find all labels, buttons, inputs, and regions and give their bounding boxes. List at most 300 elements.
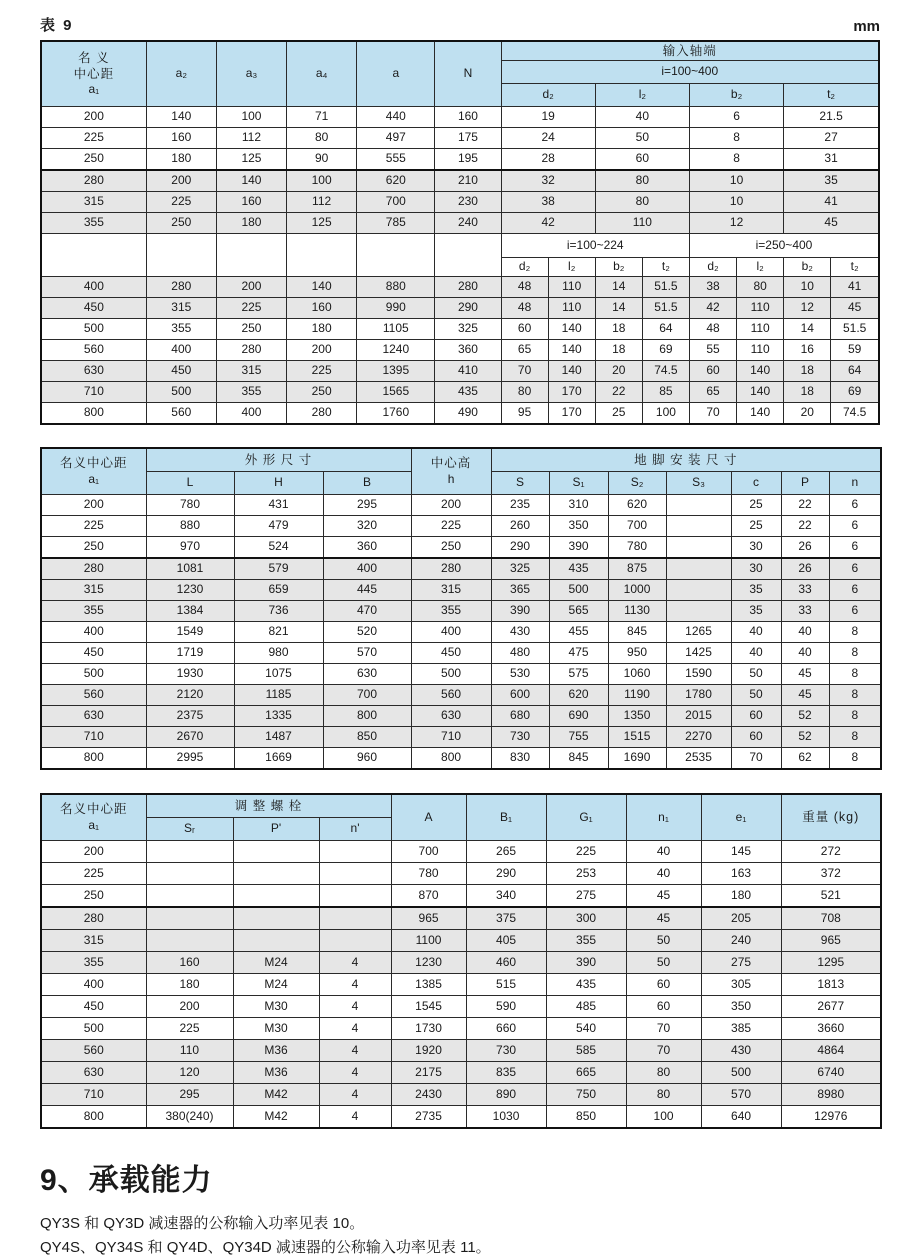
table-cell: 2995 bbox=[146, 748, 234, 770]
table-cell: 35 bbox=[731, 580, 781, 601]
table-cell: 965 bbox=[781, 930, 881, 952]
table-cell: 1425 bbox=[666, 643, 731, 664]
table-row bbox=[41, 537, 881, 559]
table-cell: 74.5 bbox=[831, 403, 879, 425]
table-cell: 350 bbox=[701, 996, 781, 1018]
adjusting-bolt-weight-table bbox=[40, 793, 882, 1129]
table-cell: 6 bbox=[689, 107, 783, 128]
t2-header-B: B bbox=[323, 472, 411, 495]
table-cell: 8 bbox=[689, 128, 783, 149]
table-cell: 659 bbox=[234, 580, 323, 601]
t1-header-a3: a₃ bbox=[216, 41, 286, 107]
t1-lower-rows bbox=[41, 277, 879, 425]
input-shaft-dimensions-table bbox=[40, 40, 880, 425]
table-cell: 1545 bbox=[391, 996, 466, 1018]
table-cell: 785 bbox=[357, 213, 435, 234]
table-cell: 12976 bbox=[781, 1106, 881, 1129]
table-cell: 400 bbox=[41, 277, 146, 298]
table-cell: 180 bbox=[216, 213, 286, 234]
table-cell: 280 bbox=[41, 558, 146, 580]
table-cell: 325 bbox=[435, 319, 501, 340]
t3-rows bbox=[41, 841, 881, 1129]
table-cell: 315 bbox=[411, 580, 491, 601]
table-cell: 450 bbox=[41, 996, 146, 1018]
table-cell: 85 bbox=[642, 382, 689, 403]
table-cell: 4 bbox=[319, 974, 391, 996]
table-cell bbox=[666, 516, 731, 537]
table-cell: 710 bbox=[41, 382, 146, 403]
table-cell: 140 bbox=[548, 361, 595, 382]
t3-header-B1: B₁ bbox=[466, 794, 546, 841]
table-cell: 400 bbox=[41, 974, 146, 996]
table-cell: 250 bbox=[287, 382, 357, 403]
table-cell: 48 bbox=[501, 298, 548, 319]
table-cell: 20 bbox=[595, 361, 642, 382]
t1-header-a1: 名 义 中心距 a₁ bbox=[41, 41, 146, 107]
table-cell: 300 bbox=[546, 907, 626, 930]
table-cell: 163 bbox=[701, 863, 781, 885]
table-cell: 780 bbox=[146, 495, 234, 516]
table-cell: 880 bbox=[357, 277, 435, 298]
table-cell: 1719 bbox=[146, 643, 234, 664]
table-cell: 355 bbox=[146, 319, 216, 340]
t3-header-e1: e₁ bbox=[701, 794, 781, 841]
t3-header-weight: 重量 (kg) bbox=[781, 794, 881, 841]
table-cell: 2535 bbox=[666, 748, 731, 770]
table-cell: 560 bbox=[41, 340, 146, 361]
table-cell: 700 bbox=[357, 192, 435, 213]
table-cell: 110 bbox=[548, 277, 595, 298]
table-cell: 60 bbox=[689, 361, 736, 382]
table-row bbox=[41, 748, 881, 770]
table-cell: 710 bbox=[41, 1084, 146, 1106]
table-cell: 6 bbox=[829, 537, 881, 559]
table-row bbox=[41, 622, 881, 643]
table-cell: 51.5 bbox=[642, 298, 689, 319]
t1-mid-l2: l₂ bbox=[548, 258, 595, 277]
table-cell: 490 bbox=[435, 403, 501, 425]
table-cell: 435 bbox=[435, 382, 501, 403]
table-cell: 52 bbox=[781, 727, 829, 748]
table-cell: 45 bbox=[626, 885, 701, 908]
table-cell: 280 bbox=[41, 170, 146, 192]
table-cell: 70 bbox=[689, 403, 736, 425]
t1-header-t2: t₂ bbox=[784, 84, 879, 107]
table-cell: 515 bbox=[466, 974, 546, 996]
t2-header-foot-group: 地 脚 安 装 尺 寸 bbox=[491, 448, 881, 472]
table-cell: 350 bbox=[549, 516, 608, 537]
blank-cell bbox=[216, 234, 286, 277]
table-cell: 140 bbox=[216, 170, 286, 192]
table-cell: 440 bbox=[357, 107, 435, 128]
table-cell: 355 bbox=[41, 952, 146, 974]
table-cell: 400 bbox=[41, 622, 146, 643]
table-cell: 52 bbox=[781, 706, 829, 727]
table-cell: 40 bbox=[595, 107, 689, 128]
table-cell: 830 bbox=[491, 748, 549, 770]
table-cell: 100 bbox=[642, 403, 689, 425]
t1-mid-t2: t₂ bbox=[642, 258, 689, 277]
table-cell: 30 bbox=[731, 537, 781, 559]
table-cell: 120 bbox=[146, 1062, 233, 1084]
table-cell: 14 bbox=[595, 277, 642, 298]
t3-header-sr: Sᵣ bbox=[146, 818, 233, 841]
table-cell: 560 bbox=[41, 1040, 146, 1062]
table-cell: 41 bbox=[831, 277, 879, 298]
table-cell: 200 bbox=[411, 495, 491, 516]
table-cell: 80 bbox=[737, 277, 784, 298]
table-cell: 390 bbox=[546, 952, 626, 974]
table-cell: 272 bbox=[781, 841, 881, 863]
table-cell: 64 bbox=[831, 361, 879, 382]
table-cell: 200 bbox=[146, 996, 233, 1018]
table-cell: 48 bbox=[689, 319, 736, 340]
t3-header-n1: n₁ bbox=[626, 794, 701, 841]
table-cell: 700 bbox=[323, 685, 411, 706]
t2-header-a1: 名义中心距 a₁ bbox=[41, 448, 146, 495]
table-cell: 690 bbox=[549, 706, 608, 727]
table-cell: 170 bbox=[548, 382, 595, 403]
table-cell: 430 bbox=[491, 622, 549, 643]
table-cell: 755 bbox=[549, 727, 608, 748]
table-cell: 400 bbox=[216, 403, 286, 425]
table-cell: 180 bbox=[287, 319, 357, 340]
table-cell: 225 bbox=[41, 863, 146, 885]
table-cell: 1100 bbox=[391, 930, 466, 952]
table-cell: 112 bbox=[216, 128, 286, 149]
table-row bbox=[41, 1106, 881, 1129]
t3-header-G1: G₁ bbox=[546, 794, 626, 841]
table-cell: 630 bbox=[41, 1062, 146, 1084]
table-cell: 280 bbox=[41, 907, 146, 930]
t2-header-P: P bbox=[781, 472, 829, 495]
table-cell: 500 bbox=[146, 382, 216, 403]
table-cell bbox=[233, 863, 319, 885]
table-cell: 69 bbox=[642, 340, 689, 361]
table-cell: 8 bbox=[829, 664, 881, 685]
t2-header-S1: S₁ bbox=[549, 472, 608, 495]
table-cell: M36 bbox=[233, 1040, 319, 1062]
t2-header-center-height: 中心高 h bbox=[411, 448, 491, 495]
table-cell: 125 bbox=[287, 213, 357, 234]
table-cell: 140 bbox=[737, 361, 784, 382]
table-cell: 1295 bbox=[781, 952, 881, 974]
t1-mid-d2: d₂ bbox=[501, 258, 548, 277]
table-cell: 60 bbox=[626, 996, 701, 1018]
table-cell: 55 bbox=[689, 340, 736, 361]
table-cell: 30 bbox=[731, 558, 781, 580]
t1-header-ratio: i=100~400 bbox=[501, 61, 879, 84]
table-cell: 69 bbox=[831, 382, 879, 403]
t2-header-n: n bbox=[829, 472, 881, 495]
table-row bbox=[41, 298, 879, 319]
table-cell: 51.5 bbox=[831, 319, 879, 340]
table-cell: 2120 bbox=[146, 685, 234, 706]
table-cell: 455 bbox=[549, 622, 608, 643]
table-cell: 22 bbox=[781, 495, 829, 516]
t3-header-a1: 名义中心距 a₁ bbox=[41, 794, 146, 841]
table-cell bbox=[666, 495, 731, 516]
table-cell: 4 bbox=[319, 952, 391, 974]
table-cell: 180 bbox=[146, 974, 233, 996]
t2-header-H: H bbox=[234, 472, 323, 495]
section-text-line2: QY4S、QY34S 和 QY4D、QY34D 减速器的公称输入功率见表 11。 bbox=[40, 1238, 491, 1256]
table-cell: 821 bbox=[234, 622, 323, 643]
table-row bbox=[41, 170, 879, 192]
table-cell: 315 bbox=[216, 361, 286, 382]
table-cell: 479 bbox=[234, 516, 323, 537]
table-cell: 1030 bbox=[466, 1106, 546, 1129]
table-cell: 1813 bbox=[781, 974, 881, 996]
table-cell: 325 bbox=[491, 558, 549, 580]
table-cell bbox=[666, 537, 731, 559]
table-cell: 1350 bbox=[608, 706, 666, 727]
t1-mid-b2: b₂ bbox=[595, 258, 642, 277]
table-cell bbox=[666, 558, 731, 580]
table-cell: 59 bbox=[831, 340, 879, 361]
table-cell: 520 bbox=[323, 622, 411, 643]
table-cell: 40 bbox=[781, 643, 829, 664]
table-cell: 280 bbox=[435, 277, 501, 298]
table-cell: 880 bbox=[146, 516, 234, 537]
table-cell: 160 bbox=[287, 298, 357, 319]
table-cell: 280 bbox=[411, 558, 491, 580]
table-cell: 12 bbox=[689, 213, 783, 234]
table-cell: 600 bbox=[491, 685, 549, 706]
table-cell: 265 bbox=[466, 841, 546, 863]
table-cell: 8 bbox=[829, 748, 881, 770]
table-cell: 700 bbox=[608, 516, 666, 537]
t3-header-n-prime: n' bbox=[319, 818, 391, 841]
table-cell: 200 bbox=[287, 340, 357, 361]
table-cell: 60 bbox=[731, 706, 781, 727]
table-caption-row bbox=[40, 14, 880, 35]
table-cell: 225 bbox=[41, 128, 146, 149]
table-cell: 1690 bbox=[608, 748, 666, 770]
table-cell: 800 bbox=[41, 403, 146, 425]
table-cell: 3660 bbox=[781, 1018, 881, 1040]
table-cell: 25 bbox=[731, 495, 781, 516]
table-row bbox=[41, 192, 879, 213]
table-cell: 230 bbox=[435, 192, 501, 213]
table-cell: 575 bbox=[549, 664, 608, 685]
table-cell: 45 bbox=[784, 213, 879, 234]
table-cell: 160 bbox=[146, 952, 233, 974]
table-row bbox=[41, 361, 879, 382]
table-cell: 1549 bbox=[146, 622, 234, 643]
table-cell: 8 bbox=[829, 643, 881, 664]
t1-mid-b2-2: b₂ bbox=[784, 258, 831, 277]
table-cell: 100 bbox=[626, 1106, 701, 1129]
table-cell: 800 bbox=[41, 748, 146, 770]
table-cell: 20 bbox=[784, 403, 831, 425]
table-row bbox=[41, 382, 879, 403]
table-cell: 850 bbox=[546, 1106, 626, 1129]
table-row bbox=[41, 952, 881, 974]
table-cell: M42 bbox=[233, 1106, 319, 1129]
table-cell: 630 bbox=[323, 664, 411, 685]
table-cell: 40 bbox=[781, 622, 829, 643]
table-cell: 42 bbox=[689, 298, 736, 319]
table-cell: 390 bbox=[491, 601, 549, 622]
table-row bbox=[41, 996, 881, 1018]
table-cell: 1385 bbox=[391, 974, 466, 996]
table-cell: 160 bbox=[146, 128, 216, 149]
table-cell: 365 bbox=[491, 580, 549, 601]
table-cell: 1075 bbox=[234, 664, 323, 685]
t2-header-S: S bbox=[491, 472, 549, 495]
table-cell bbox=[666, 580, 731, 601]
table-row bbox=[41, 1062, 881, 1084]
table-cell: 70 bbox=[626, 1018, 701, 1040]
table-cell: 50 bbox=[731, 664, 781, 685]
table-cell: 21.5 bbox=[784, 107, 879, 128]
table-cell: 35 bbox=[731, 601, 781, 622]
table-cell: 850 bbox=[323, 727, 411, 748]
table-cell: 250 bbox=[41, 537, 146, 559]
table-cell: 990 bbox=[357, 298, 435, 319]
table-cell: 640 bbox=[701, 1106, 781, 1129]
table-cell: M30 bbox=[233, 996, 319, 1018]
table-cell: M24 bbox=[233, 974, 319, 996]
table-cell: 250 bbox=[411, 537, 491, 559]
table-cell: 835 bbox=[466, 1062, 546, 1084]
table-cell: 1230 bbox=[146, 580, 234, 601]
table-cell: 800 bbox=[411, 748, 491, 770]
table-cell: 125 bbox=[216, 149, 286, 171]
table-cell: 372 bbox=[781, 863, 881, 885]
table-cell bbox=[319, 841, 391, 863]
table-cell: 4 bbox=[319, 1062, 391, 1084]
table-cell: 400 bbox=[323, 558, 411, 580]
table-cell: 560 bbox=[41, 685, 146, 706]
table-cell: 875 bbox=[608, 558, 666, 580]
table-cell: 2677 bbox=[781, 996, 881, 1018]
table-row bbox=[41, 685, 881, 706]
table-cell: 708 bbox=[781, 907, 881, 930]
table-cell: 110 bbox=[737, 319, 784, 340]
table-cell: 18 bbox=[595, 340, 642, 361]
table-cell: 18 bbox=[595, 319, 642, 340]
table-cell: 25 bbox=[731, 516, 781, 537]
table-number-label: 表 9 bbox=[40, 17, 74, 34]
table-cell: 260 bbox=[491, 516, 549, 537]
table-cell: 6 bbox=[829, 580, 881, 601]
table-row bbox=[41, 403, 879, 425]
table-cell: 431 bbox=[234, 495, 323, 516]
table-cell: 240 bbox=[701, 930, 781, 952]
table-row bbox=[41, 516, 881, 537]
t1-mid-ratio-left: i=100~224 bbox=[501, 234, 689, 258]
table-cell: 80 bbox=[626, 1062, 701, 1084]
table-cell: 80 bbox=[501, 382, 548, 403]
table-cell: 33 bbox=[781, 580, 829, 601]
table-row bbox=[41, 277, 879, 298]
table-cell bbox=[319, 863, 391, 885]
table-cell: 140 bbox=[146, 107, 216, 128]
table-cell: 1105 bbox=[357, 319, 435, 340]
table-cell: 28 bbox=[501, 149, 595, 171]
table-cell bbox=[233, 841, 319, 863]
table-cell: 18 bbox=[784, 382, 831, 403]
table-cell bbox=[146, 885, 233, 908]
table-cell: 50 bbox=[626, 952, 701, 974]
table-cell: 26 bbox=[781, 537, 829, 559]
table-cell: 40 bbox=[626, 863, 701, 885]
table-cell: 50 bbox=[595, 128, 689, 149]
table-cell: 1265 bbox=[666, 622, 731, 643]
table-cell: 385 bbox=[701, 1018, 781, 1040]
table-cell: 253 bbox=[546, 863, 626, 885]
table-cell: 80 bbox=[626, 1084, 701, 1106]
table-cell: 10 bbox=[689, 170, 783, 192]
table-row bbox=[41, 727, 881, 748]
table-cell: 445 bbox=[323, 580, 411, 601]
table-cell: 14 bbox=[784, 319, 831, 340]
table-cell: 4 bbox=[319, 1040, 391, 1062]
table-cell: 65 bbox=[501, 340, 548, 361]
table-cell: 1060 bbox=[608, 664, 666, 685]
table-cell: 290 bbox=[466, 863, 546, 885]
table-cell: 497 bbox=[357, 128, 435, 149]
table-cell bbox=[233, 930, 319, 952]
t1-header-N: N bbox=[435, 41, 501, 107]
table-cell: 4864 bbox=[781, 1040, 881, 1062]
table-row bbox=[41, 149, 879, 171]
table-cell: 95 bbox=[501, 403, 548, 425]
table-cell: 48 bbox=[501, 277, 548, 298]
table-cell: 1000 bbox=[608, 580, 666, 601]
table-cell: 8 bbox=[829, 622, 881, 643]
table-cell: 100 bbox=[287, 170, 357, 192]
t1-header-l2: l₂ bbox=[595, 84, 689, 107]
table-cell: 42 bbox=[501, 213, 595, 234]
table-cell: 27 bbox=[784, 128, 879, 149]
table-cell: 845 bbox=[549, 748, 608, 770]
table-cell: 380(240) bbox=[146, 1106, 233, 1129]
table-cell: 736 bbox=[234, 601, 323, 622]
table-cell: 475 bbox=[549, 643, 608, 664]
table-cell: 500 bbox=[549, 580, 608, 601]
table-cell bbox=[146, 841, 233, 863]
table-cell: 660 bbox=[466, 1018, 546, 1040]
table-cell: 800 bbox=[41, 1106, 146, 1129]
table-cell: 355 bbox=[216, 382, 286, 403]
table-cell: 500 bbox=[41, 319, 146, 340]
table-cell: 140 bbox=[737, 403, 784, 425]
t1-header-b2: b₂ bbox=[689, 84, 783, 107]
table-cell: 2735 bbox=[391, 1106, 466, 1129]
table-cell: 19 bbox=[501, 107, 595, 128]
table-cell: 4 bbox=[319, 1084, 391, 1106]
table-cell bbox=[233, 907, 319, 930]
table-cell: 585 bbox=[546, 1040, 626, 1062]
table-cell: 80 bbox=[595, 192, 689, 213]
table-cell: 225 bbox=[287, 361, 357, 382]
table-cell: 1081 bbox=[146, 558, 234, 580]
table-cell: 500 bbox=[41, 1018, 146, 1040]
table-cell: 480 bbox=[491, 643, 549, 664]
table-cell: 225 bbox=[216, 298, 286, 319]
table-cell: 26 bbox=[781, 558, 829, 580]
table-cell: 590 bbox=[466, 996, 546, 1018]
table-cell: 375 bbox=[466, 907, 546, 930]
table-cell: 295 bbox=[323, 495, 411, 516]
table-cell: 730 bbox=[491, 727, 549, 748]
table-cell: M30 bbox=[233, 1018, 319, 1040]
t1-header-a2: a₂ bbox=[146, 41, 216, 107]
table-cell: 340 bbox=[466, 885, 546, 908]
